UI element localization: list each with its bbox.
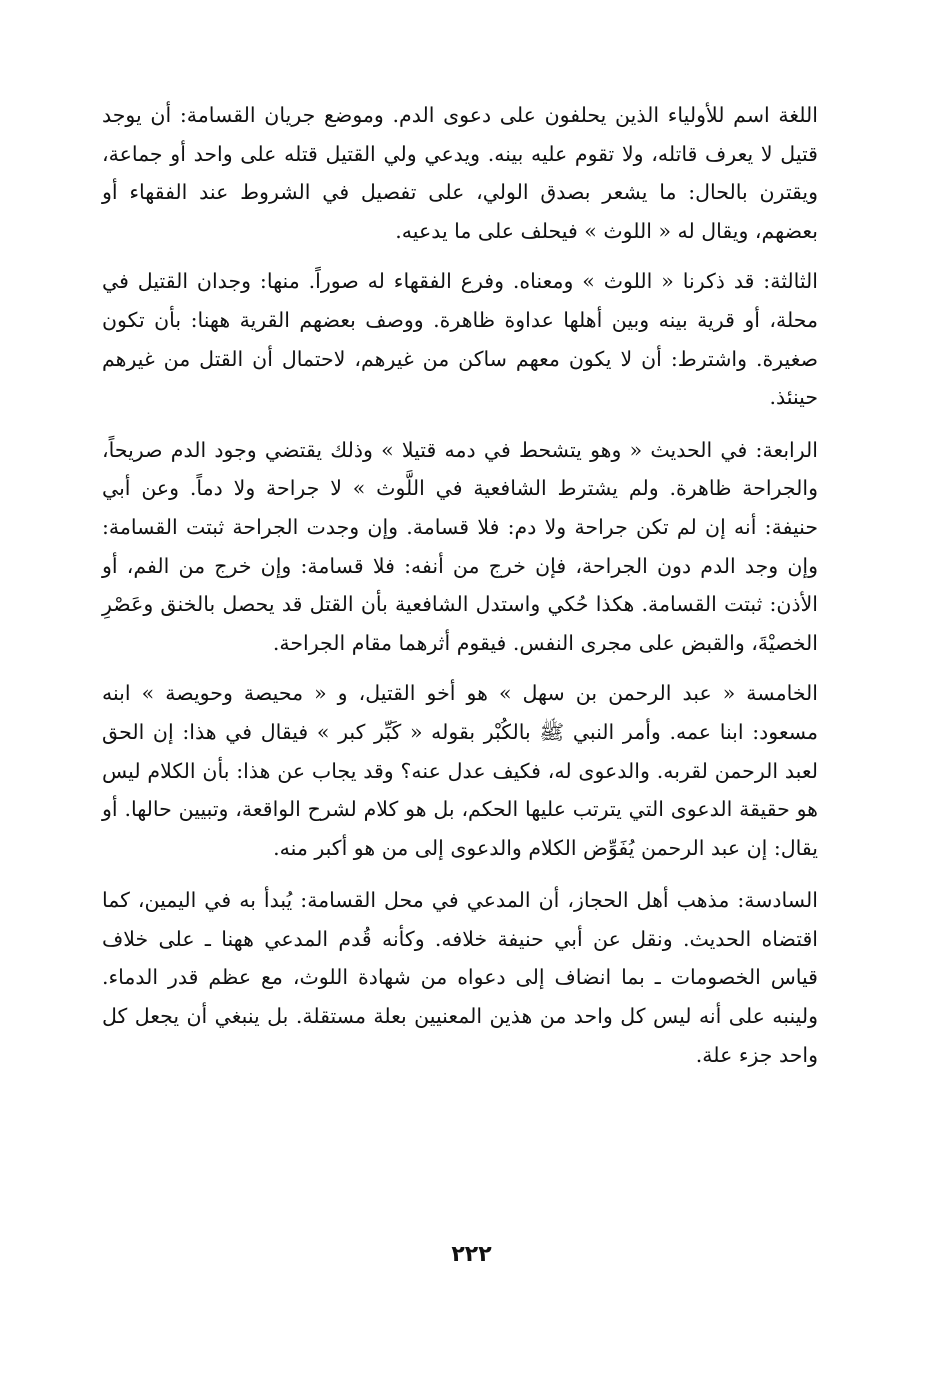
paragraph-intro: اللغة اسم للأولياء الذين يحلفون على دعوى الدم. وموضع جريان القسامة: أن يوجد قتيل لا يعرف قاتله، ولا تقوم عليه بينه. ويدعي ولي القتيل قتله على واحد أو جماعة، ويقترن بالحال: ما يشعر بصدق الولي، على تفصيل في الشروط عند الفقهاء أو بعضهم، ويقال له « اللوث » فيحلف على ما يدعيه. — [102, 103, 818, 243]
paragraph-third: الثالثة: قد ذكرنا « اللوث » ومعناه. وفرع الفقهاء له صوراً. منها: وجدان القتيل في محلة، أو قرية بينه وبين أهلها عداوة ظاهرة. ووصف بعضهم القرية ههنا: بأن تكون صغيرة. واشترط: أن لا يكون معهم ساكن من غيرهم، لاحتمال أن القتل من غيرهم حينئذ. — [102, 269, 818, 410]
page-number: ٢٢٢ — [451, 1242, 492, 1267]
paragraph-fourth: الرابعة: في الحديث « وهو يتشحط في دمه قتيلا » وذلك يقتضي وجود الدم صريحاً، والجراحة ظاهرة. ولم يشترط الشافعية في اللَّوث » لا جراحة ولا دماً. وعن أبي حنيفة: أنه إن لم تكن جراحة ولا دم: فلا قسامة. وإن وجدت الجراحة ثبتت القسامة: وإن وجد الدم دون الجراحة، فإن خرج من أنفه: فلا قسامة: وإن خرج من الفم، أو الأذن: ثبتت القسامة. هكذا حُكي واستدل الشافعية بأن القتل قد يحصل بالخنق وعَصْرِ الخصيْةَ، والقبض على مجرى النفس. فيقوم أثرهما مقام الجراحة. — [102, 437, 818, 655]
paragraph-sixth: السادسة: مذهب أهل الحجاز، أن المدعي في محل القسامة: يُبدأ به في اليمين، كما اقتضاه الحديث. ونقل عن أبي حنيفة خلافه. وكأنه قُدم المدعي ههنا ـ على خلاف قياس الخصومات ـ بما انضاف إلى دعواه من شهادة اللوث، مع عظم قدر الدماء. ولينبه على أنه ليس كل واحد من هذين المعنيين بعلة مستقلة. بل ينبغي أن يجعل كل واحد جزء علة. — [102, 888, 818, 1067]
body-text — [102, 96, 818, 1086]
paragraph-fifth: الخامسة « عبد الرحمن بن سهل » هو أخو القتيل، و « محيصة وحويصة » ابنه مسعود: ابنا عمه. وأمر النبي ﷺ بالكُبْر بقوله « كَبِّر كبر » فيقال في هذا: إن الحق لعبد الرحمن لقربه. والدعوى له، فكيف عدل عنه؟ وقد يجاب عن هذا: بأن الكلام ليس هو حقيقة الدعوى التي يترتب عليها الحكم، بل هو كلام لشرح الواقعة، وتبيين حالها. أو يقال: إن عبد الرحمن يُفَوِّض الكلام والدعوى إلى من هو أكبر منه. — [102, 681, 818, 860]
